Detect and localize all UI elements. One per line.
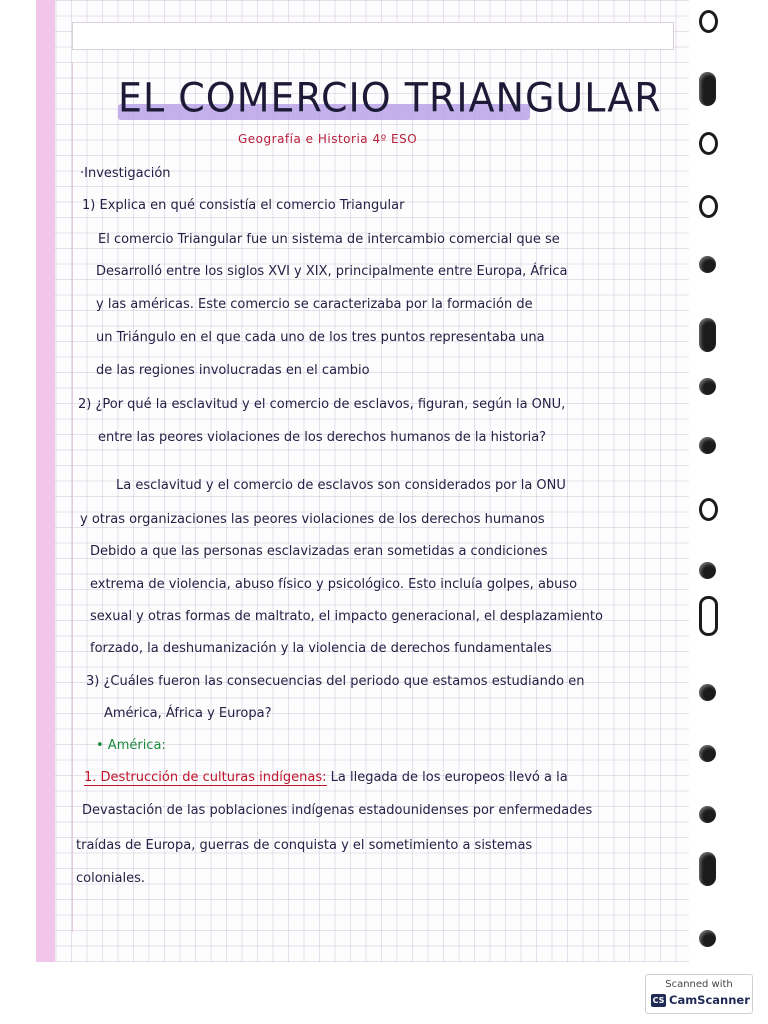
margin-line [72,62,73,932]
binder-hole-icon [699,596,718,636]
question-1: 1) Explica en qué consistía el comercio Triangular [82,198,405,213]
binder-hole-icon [699,256,716,273]
answer-2-line: forzado, la deshumanización y la violencia de derechos fundamentales [90,641,552,656]
binder-hole-icon [699,195,718,218]
binder-hole-icon [699,562,716,579]
binder-hole-icon [699,72,716,106]
page-subtitle: Geografía e Historia 4º ESO [238,132,418,146]
binder-hole-icon [699,852,716,886]
question-2-line: entre las peores violaciones de los derechos humanos de la historia? [98,430,547,445]
answer-2-line: sexual y otras formas de maltrato, el impacto generacional, el desplazamiento [90,609,603,624]
answer-1-line: y las américas. Este comercio se caracterizaba por la formación de [96,297,533,312]
answer-1-line: de las regiones involucradas en el cambio [96,363,370,378]
scanner-caption: Scanned with [665,979,733,990]
answer-2-line: extrema de violencia, abuso físico y psicológico. Esto incluía golpes, abuso [90,577,578,592]
section-label: ·Investigación [80,166,171,181]
point-1-label: 1. Destrucción de culturas indígenas: [84,770,327,785]
answer-2-line: La esclavitud y el comercio de esclavos son considerados por la ONU [116,478,566,493]
point-1-first-line [84,770,568,785]
point-1-line: coloniales. [76,871,145,886]
answer-1-line: El comercio Triangular fue un sistema de intercambio comercial que se [98,232,560,247]
question-3-line: 3) ¿Cuáles fueron las consecuencias del periodo que estamos estudiando en [86,674,585,689]
binder-hole-icon [699,745,716,762]
scanner-brand: CamScanner [669,993,750,1007]
point-1-text: La llegada de los europeos llevó a la [330,770,568,785]
binder-hole-icon [699,437,716,454]
binder-hole-icon [699,930,716,947]
binder-hole-icon [699,806,716,823]
answer-1-line: un Triángulo en el que cada uno de los tres puntos representaba una [96,330,545,345]
question-3-line: América, África y Europa? [104,706,272,721]
pink-binding-strip [36,0,55,962]
camscanner-logo-icon: CS [652,996,665,1005]
binder-hole-icon [699,318,716,352]
question-2-line: 2) ¿Por qué la esclavitud y el comercio de esclavos, figuran, según la ONU, [78,397,566,412]
binder-hole-icon [699,498,718,521]
page-title: EL COMERCIO TRIANGULAR [118,74,662,122]
camscanner-watermark [645,974,753,1014]
header-box [72,22,674,50]
binder-hole-icon [699,132,718,155]
america-heading: • América: [96,738,166,753]
point-1-line: traídas de Europa, guerras de conquista y el sometimiento a sistemas [76,838,533,853]
answer-2-line: Debido a que las personas esclavizadas eran sometidas a condiciones [90,544,548,559]
answer-2-line: y otras organizaciones las peores violaciones de los derechos humanos [80,512,545,527]
binder-hole-icon [699,378,716,395]
point-1-line: Devastación de las poblaciones indígenas estadounidenses por enfermedades [82,803,593,818]
binder-hole-icon [699,684,716,701]
answer-1-line: Desarrolló entre los siglos XVI y XIX, principalmente entre Europa, África [96,264,568,279]
binder-hole-icon [699,10,718,33]
